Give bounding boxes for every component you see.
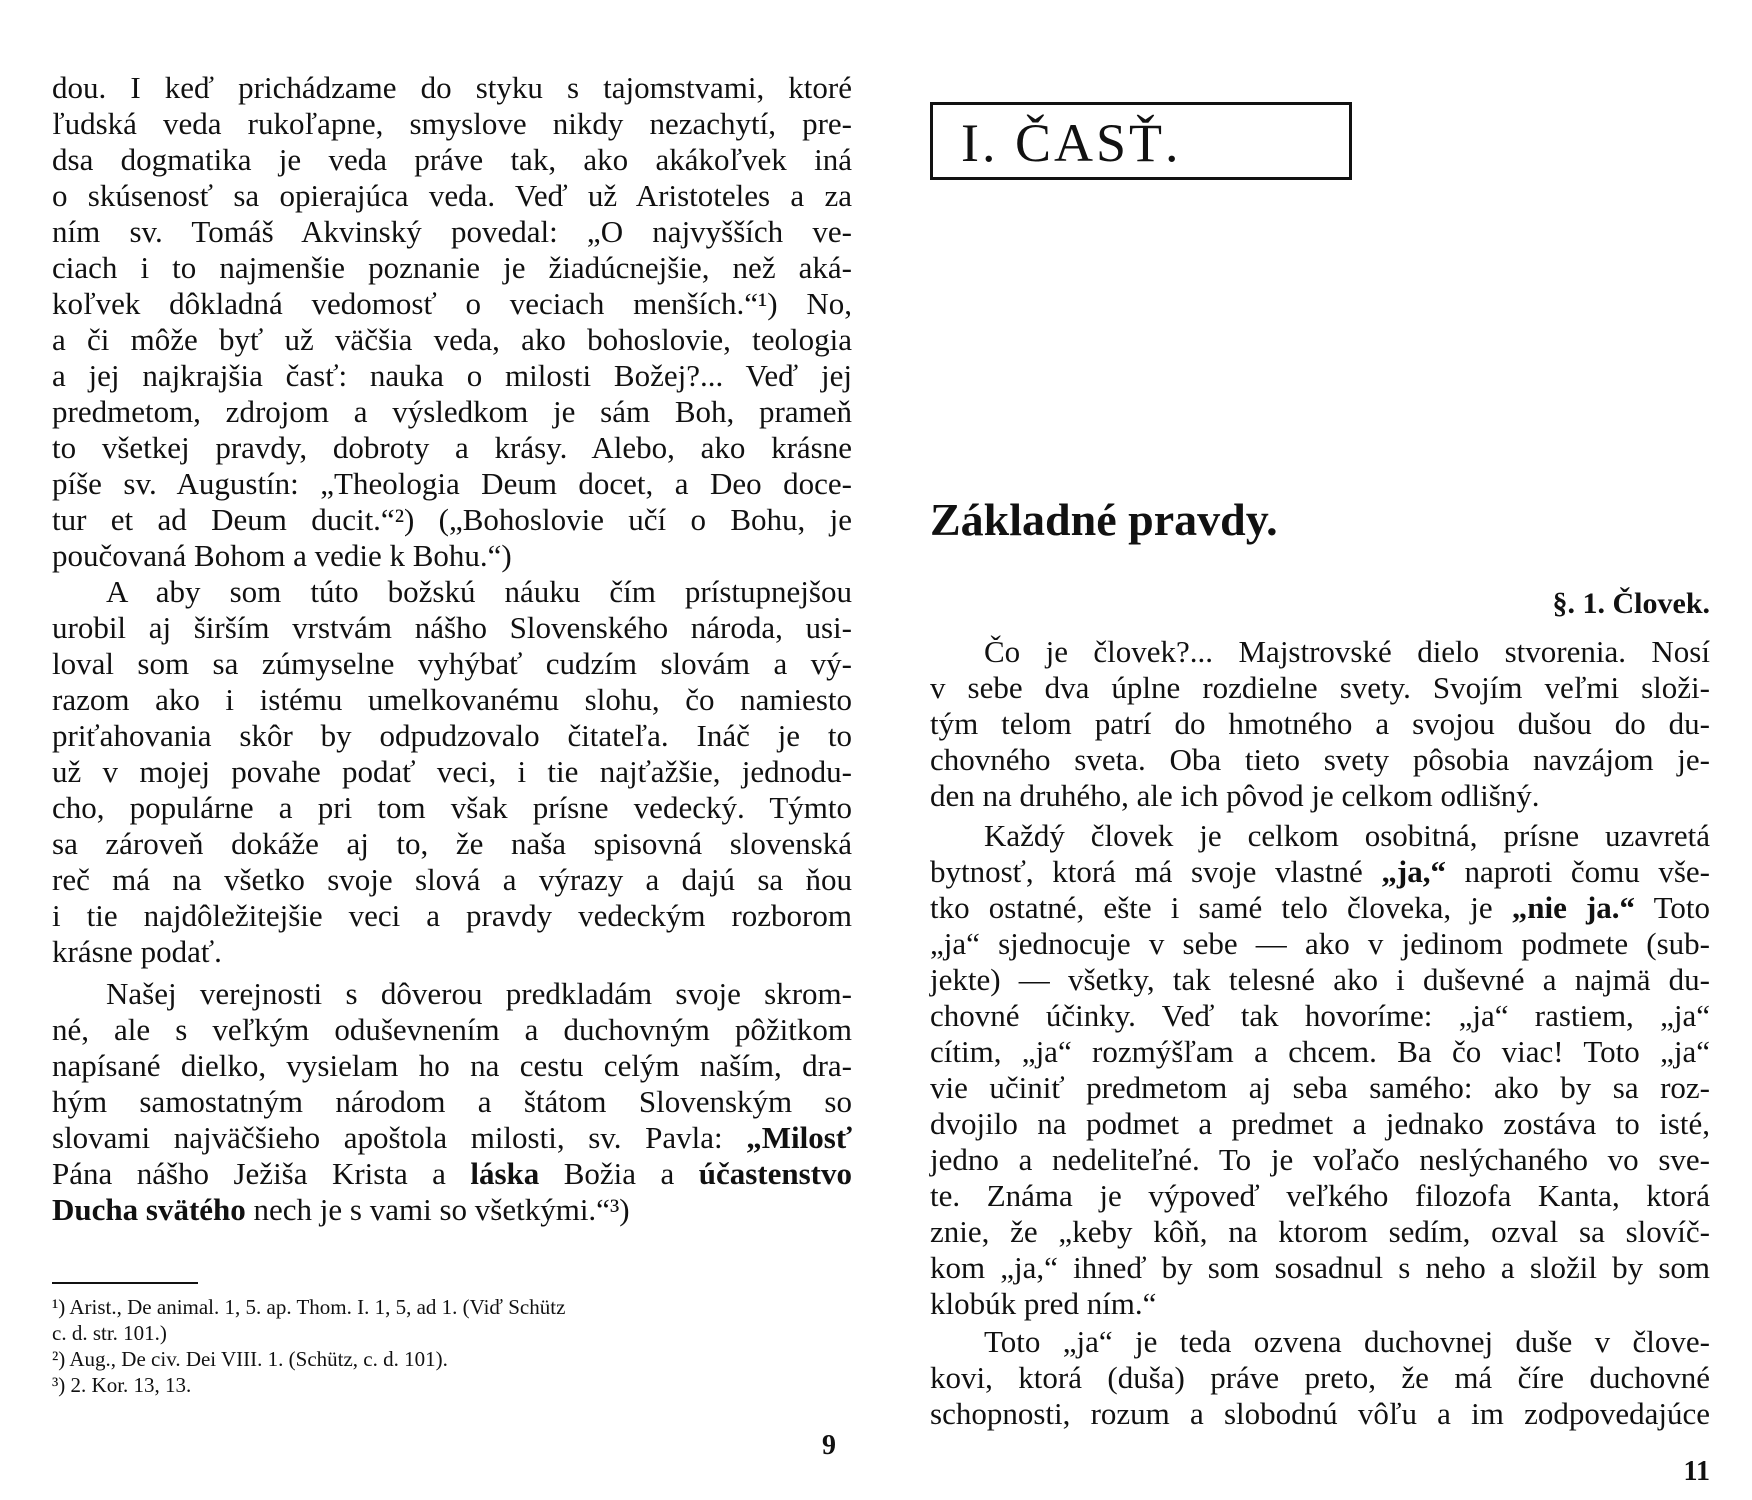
part-title: I. ČASŤ. xyxy=(961,113,1182,173)
text-line: už v mojej povahe podať veci, i tie najťažšie, jednodu- xyxy=(52,754,852,789)
text-line: tur et ad Deum ducit.“²) („Bohoslovie učí o Bohu, je xyxy=(52,502,852,537)
text-line: schopnosti, rozum a slobodnú vôľu a im zodpovedajúce xyxy=(930,1396,1710,1431)
chapter-title: Základné pravdy. xyxy=(930,494,1278,545)
text-line: Našej verejnosti s dôverou predkladám svoje skrom- xyxy=(106,976,852,1011)
text-line: ciach i to najmenšie poznanie je žiadúcnejšie, než aká- xyxy=(52,250,852,285)
text-line xyxy=(930,854,1710,890)
text-line: né, ale s veľkým oduševnením a duchovným pôžitkom xyxy=(52,1012,852,1047)
text-line: urobil aj širším vrstvám nášho Slovenského národa, usi- xyxy=(52,610,852,645)
text-span: tko ostatné, ešte i samé telo človeka, je xyxy=(930,890,1512,925)
text-span: nech je s vami so všetkými.“³) xyxy=(245,1192,630,1227)
text-line: vie učiniť predmetom aj seba samého: ako by sa roz- xyxy=(930,1070,1710,1105)
text-span: Božia a xyxy=(539,1156,699,1191)
text-line: ľudská veda rukoľapne, smyslove nikdy nezachytí, pre- xyxy=(52,106,852,141)
text-line: tým telom patrí do hmotného a svojou dušou do du- xyxy=(930,706,1710,741)
text-line: to všetkej pravdy, dobroty a krásy. Alebo, ako krásne xyxy=(52,430,852,465)
text-line: A aby som túto božskú náuku čím prístupnejšou xyxy=(106,574,852,609)
text-line: den na druhého, ale ich pôvod je celkom odlišný. xyxy=(930,778,1540,813)
bold-text: „Milosť xyxy=(746,1120,852,1155)
text-line: cho, populárne a pri tom však prísne vedecký. Týmto xyxy=(52,790,852,825)
text-line: cítim, „ja“ rozmýšľam a chcem. Ba čo viac! Toto „ja“ xyxy=(930,1034,1710,1069)
text-line: píše sv. Augustín: „Theologia Deum docet, a Deo doce- xyxy=(52,466,852,501)
text-span: bytnosť, ktorá má svoje vlastné xyxy=(930,854,1382,889)
text-line: kom „ja,“ ihneď by som sosadnul s neho a složil by som xyxy=(930,1250,1710,1285)
text-line: Toto „ja“ je teda ozvena duchovnej duše v člove- xyxy=(984,1324,1710,1359)
text-span: Toto xyxy=(1635,890,1711,925)
footnote: ¹) Arist., De animal. 1, 5. ap. Thom. I. 1, 5, ad 1. (Viď Schütz xyxy=(52,1295,566,1319)
text-line: hým samostatným národom a štátom Slovenským so xyxy=(52,1084,852,1119)
text-line: jedno a nedeliteľné. To je voľačo neslýchaného vo sve- xyxy=(930,1142,1710,1177)
footnote-divider xyxy=(52,1282,198,1284)
footnote: c. d. str. 101.) xyxy=(52,1321,167,1345)
text-line: chovného sveta. Oba tieto svety pôsobia navzájom je- xyxy=(930,742,1710,777)
text-line: klobúk pred ním.“ xyxy=(930,1286,1157,1321)
text-line: priťahovania skôr by odpudzovalo čitateľa. Ináč je to xyxy=(52,718,852,753)
text-line xyxy=(52,1120,852,1156)
text-line: dsa dogmatika je veda práve tak, ako akákoľvek iná xyxy=(52,142,852,177)
bold-text: účastenstvo xyxy=(698,1156,852,1191)
text-line xyxy=(930,890,1710,926)
text-line: o skúsenosť sa opierajúca veda. Veď už Aristoteles a za xyxy=(52,178,852,213)
section-title: §. 1. Človek. xyxy=(1552,587,1710,620)
text-line: razom ako i istému umelkovanému slohu, čo namiesto xyxy=(52,682,852,717)
text-line: krásne podať. xyxy=(52,934,222,969)
text-span: naproti čomu vše- xyxy=(1445,854,1711,889)
text-line: znie, že „keby kôň, na ktorom sedím, ozval sa slovíč- xyxy=(930,1214,1710,1249)
text-line: dvojilo na podmet a predmet a jednako zostáva to isté, xyxy=(930,1106,1710,1141)
bold-text: „ja,“ xyxy=(1381,854,1446,889)
text-line: sa zároveň dokáže aj to, že naša spisovná slovenská xyxy=(52,826,852,861)
text-line: te. Známa je výpoveď veľkého filozofa Kanta, ktorá xyxy=(930,1178,1710,1213)
page-number: 9 xyxy=(822,1430,836,1461)
text-line: i tie najdôležitejšie veci a pravdy vedeckým rozborom xyxy=(52,898,852,933)
footnote: ³) 2. Kor. 13, 13. xyxy=(52,1373,192,1397)
text-line: loval som sa zúmyselne vyhýbať cudzím slovám a vý- xyxy=(52,646,852,681)
text-line: dou. I keď prichádzame do styku s tajomstvami, ktoré xyxy=(52,70,852,105)
text-line: jekte) — všetky, tak telesné ako i duševné a najmä du- xyxy=(930,962,1710,997)
text-line: koľvek dôkladná vedomosť o veciach menších.“¹) No, xyxy=(52,286,852,321)
text-span: Pána nášho Ježiša Krista a xyxy=(52,1156,471,1191)
bold-text: Ducha svätého xyxy=(52,1192,246,1227)
text-line: ním sv. Tomáš Akvinský povedal: „O najvyšších ve- xyxy=(52,214,852,249)
text-line: chovné účinky. Veď tak hovoríme: „ja“ rastiem, „ja“ xyxy=(930,998,1710,1033)
text-line: predmetom, zdrojom a výsledkom je sám Boh, prameň xyxy=(52,394,852,429)
text-line: reč má na všetko svoje slová a výrazy a dajú sa ňou xyxy=(52,862,852,897)
text-line: v sebe dva úplne rozdielne svety. Svojím veľmi složi- xyxy=(930,670,1710,705)
text-line: poučovaná Bohom a vedie k Bohu.“) xyxy=(52,538,512,573)
page-number: 11 xyxy=(1683,1456,1710,1487)
text-line: „ja“ sjednocuje v sebe — ako v jedinom podmete (sub- xyxy=(930,926,1710,961)
text-line: kovi, ktorá (duša) práve preto, že má číre duchovné xyxy=(930,1360,1710,1395)
bold-text: „nie ja.“ xyxy=(1511,890,1636,925)
text-line: a či môže byť už väčšia veda, ako bohoslovie, teologia xyxy=(52,322,852,357)
text-line xyxy=(52,1156,852,1192)
text-line: a jej najkrajšia časť: nauka o milosti Božej?... Veď jej xyxy=(52,358,852,393)
text-span: slovami najväčšieho apoštola milosti, sv. Pavla: xyxy=(52,1120,747,1155)
text-line: Každý človek je celkom osobitná, prísne uzavretá xyxy=(984,818,1710,853)
text-line: napísané dielko, vysielam ho na cestu celým naším, dra- xyxy=(52,1048,852,1083)
footnote: ²) Aug., De civ. Dei VIII. 1. (Schütz, c. d. 101). xyxy=(52,1347,448,1371)
text-line: Čo je človek?... Majstrovské dielo stvorenia. Nosí xyxy=(984,634,1710,669)
text-line xyxy=(52,1192,852,1228)
part-title-box xyxy=(930,102,1352,180)
bold-text: láska xyxy=(470,1156,540,1191)
